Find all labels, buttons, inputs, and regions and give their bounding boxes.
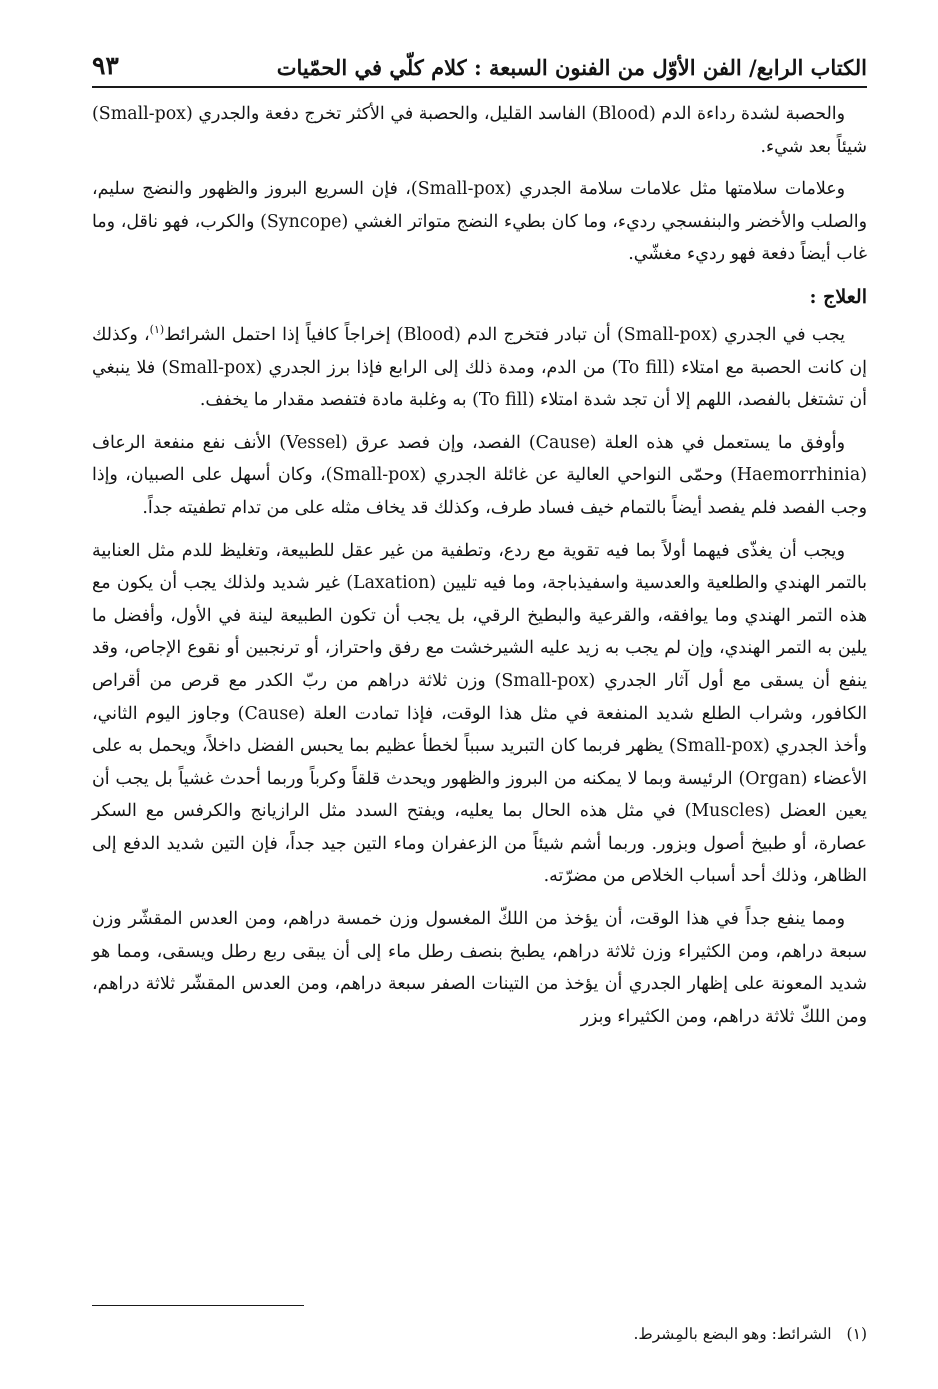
page-number: ٩٣ <box>92 51 119 80</box>
footnote-marker: (١) <box>846 1325 867 1343</box>
page-header <box>92 38 867 88</box>
footnote-text: الشرائط: وهو البضع بالمِشرط. <box>633 1325 832 1343</box>
paragraph-bloodletting-part-1: يجب في الجدري (Small-pox) أن تبادر فتخرج الدم (Blood) إخراجاً كافياً إذا احتمل الشرائط <box>164 324 845 345</box>
running-title: الكتاب الرابع/ الفن الأوّل من الفنون السبعة : كلام كلّي في الحمّيات <box>276 55 867 80</box>
body-text <box>92 98 867 1033</box>
paragraph-bloodletting-part-2: ، وكذلك إن كانت الحصبة مع امتلاء (To fill) من الدم، ومدة ذلك إلى الرابع فإذا برز الجدري (Small-pox) فلا ينبغي أن تشتغل بالفصد، اللهم إلا أن تجد شدة امتلاء (To fill) به وغلبة مادة فتفصد مقدار ما يخفف. <box>92 324 867 411</box>
paragraph-diet: ويجب أن يغذّى فيهما أولاً بما فيه تقوية مع ردع، وتطفية من غير عقل للطبيعة، وتغليظ للدم مثل العنابية بالتمر الهندي والطلعية والعدسية واسفيذباجة، وما فيه تليين (Laxation) غير شديد ولذلك يجب أن يكون مع هذه التمر الهندي وما يوافقه، والقرعية والبطيخ الرقي، بل يجب أن تكون الطبيعة لينة في الأول، وأفضل ما يلين به التمر الهندي، وإن لم يجب به زيد عليه الشيرخشت مع رفق واحتراز، أو ترنجبين أو نقوع الإجاص، وقد ينفع أن يسقى مع أول آثار الجدري (Small-pox) وزن ثلاثة دراهم من ربّ الكدر مع قرص من أقراص الكافور، وشراب الطلع شديد المنفعة في مثل هذا الوقت، فإذا تمادت العلة (Cause) وجاوز اليوم الثاني، وأخذ الجدري (Small-pox) يظهر فربما كان التبريد سبباً لخطأ عظيم بما يحبس الفضل داخلاً، ويحمل به على الأعضاء (Organ) الرئيسة وبما لا يمكنه من البروز والظهور ويحدث قلقاً وكرباً وربما أحدث غشياً بل يجب أن يعين العضل (Muscles) في مثل هذه الحال بما يعليه، ويفتح السدد مثل الرازيانج والكرفس مع السكر عصارة، أو طبيخ أصول وبزور. وربما أشم شيئاً من الزعفران وماء التين جيد جداً، فإن التين شديد الدفع إلى الظاهر، وذلك أحد أسباب الخلاص من مضرّته. <box>92 540 867 887</box>
paragraph-remedies: ومما ينفع جداً في هذا الوقت، أن يؤخذ من اللكّ المغسول وزن خمسة دراهم، ومن العدس المقشّر وزن سبعة دراهم، ومن الكثيراء وزن ثلاثة دراهم، يطبخ بنصف رطل ماء إلى أن يبقى ربع رطل ويسقى، ومما هو شديد المعونة على إظهار الجدري أن يؤخذ من التينات الصفر سبعة دراهم، ومن العدس المقشّر ثلاثة دراهم، ومن اللكّ ثلاثة دراهم، ومن الكثيراء وبزر <box>92 909 867 1027</box>
paragraph-signs-of-safety: وعلامات سلامتها مثل علامات سلامة الجدري (Small-pox)، فإن السريع البروز والظهور والنضج سليم، والصلب والأخضر والبنفسجي رديء، وما كان بطيء النضج متواتر الغشي (Syncope) والكرب، فهو ناقل، وما غاب أيضاً دفعة فهو رديء مغشّي. <box>92 179 867 265</box>
footnote-reference[interactable]: (١) <box>149 323 165 337</box>
book-page <box>92 38 867 1368</box>
footnote <box>92 1320 867 1348</box>
section-heading-treatment: العلاج : <box>809 285 867 308</box>
paragraph-bloodletting <box>92 319 867 417</box>
paragraph-measles-description: والحصبة لشدة رداءة الدم (Blood) الفاسد القليل، والحصبة في الأكثر تخرج دفعة والجدري (Small-pox) شيئاً بعد شيء. <box>92 104 867 157</box>
paragraph-venesection: وأوفق ما يستعمل في هذه العلة (Cause) الفصد، وإن فصد عرق (Vessel) الأنف نفع منفعة الرعاف (Haemorrhinia) وحمّى النواحي العالية عن غائلة الجدري (Small-pox)، وكان أسهل على الصبيان، وإذا وجب الفصد فلم يفصد أيضاً بالتمام خيف فساد طرف، وكذلك قد يخاف مثله على من تدام تطفيته جداً. <box>92 432 867 518</box>
footnote-divider <box>92 1305 304 1306</box>
